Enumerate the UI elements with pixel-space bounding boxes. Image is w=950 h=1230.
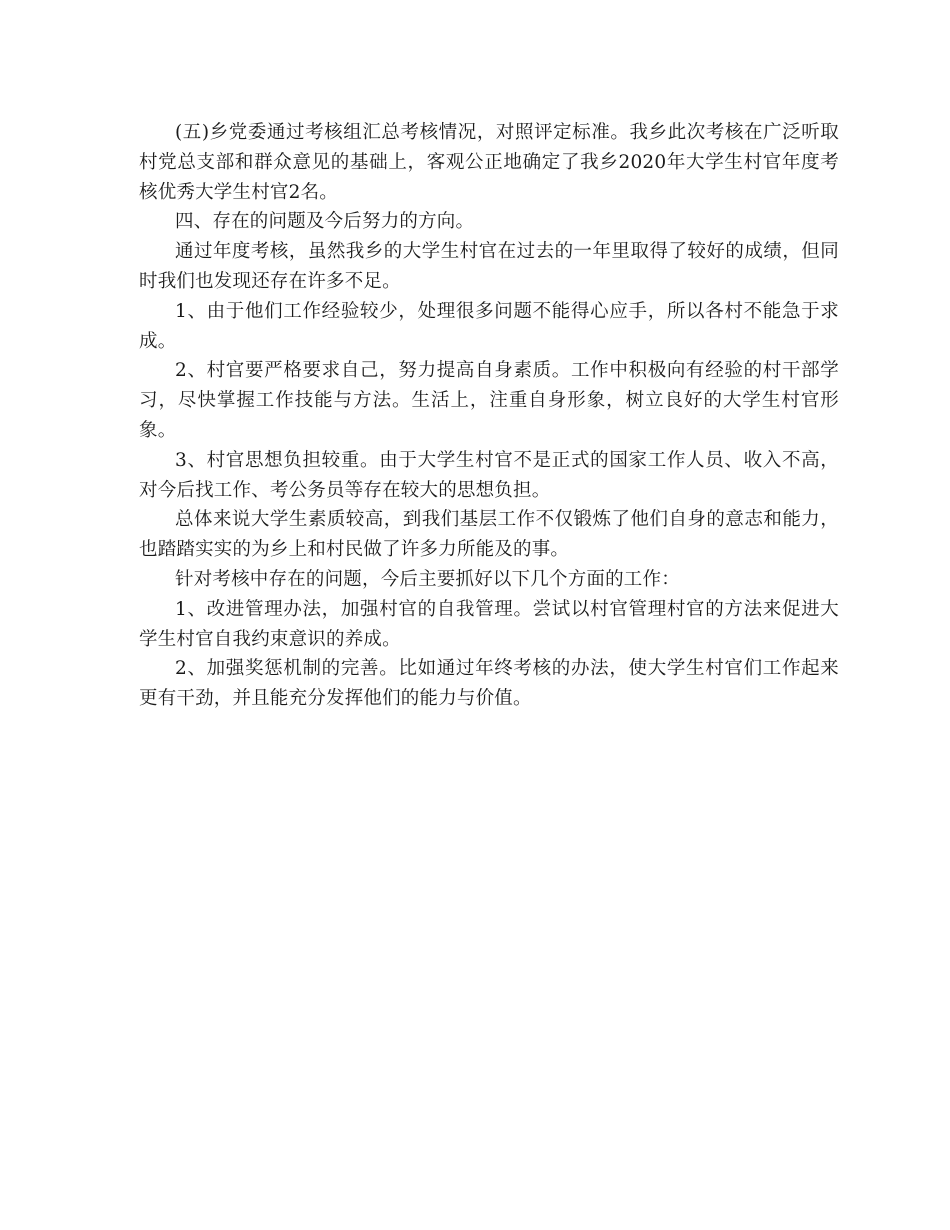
paragraph-shortcomings-intro: 通过年度考核，虽然我乡的大学生村官在过去的一年里取得了较好的成绩，但同时我们也发现还存在许多不足。 [139, 241, 839, 292]
paragraph-future-work-intro: 针对考核中存在的问题，今后主要抓好以下几个方面的工作： [175, 568, 680, 590]
paragraph-assessment-summary: (五)乡党委通过考核组汇总考核情况，对照评定标准。我乡此次考核在广泛听取村党总支部和群众意见的基础上，客观公正地确定了我乡2020年大学生村官年度考核优秀大学生村官2名。 [139, 122, 839, 203]
paragraph-problem-2: 2、村官要严格要求自己，努力提高自身素质。工作中积极向有经验的村干部学习，尽快掌握工作技能与方法。生活上，注重自身形象，树立良好的大学生村官形象。 [139, 360, 839, 441]
section-heading-problems: 四、存在的问题及今后努力的方向。 [175, 211, 475, 233]
paragraph-problem-1: 1、由于他们工作经验较少，处理很多问题不能得心应手，所以各村不能急于求成。 [139, 300, 839, 352]
document-body [139, 118, 839, 714]
paragraph-measure-2: 2、加强奖惩机制的完善。比如通过年终考核的办法，使大学生村官们工作起来更有干劲，并且能充分发挥他们的能力与价值。 [139, 658, 839, 710]
paragraph-problem-3: 3、村官思想负担较重。由于大学生村官不是正式的国家工作人员、收入不高，对今后找工作、考公务员等存在较大的思想负担。 [139, 449, 839, 501]
paragraph-measure-1: 1、改进管理办法，加强村官的自我管理。尝试以村官管理村官的方法来促进大学生村官自我约束意识的养成。 [139, 598, 839, 650]
paragraph-overall: 总体来说大学生素质较高，到我们基层工作不仅锻炼了他们自身的意志和能力，也踏踏实实的为乡上和村民做了许多力所能及的事。 [139, 509, 839, 561]
